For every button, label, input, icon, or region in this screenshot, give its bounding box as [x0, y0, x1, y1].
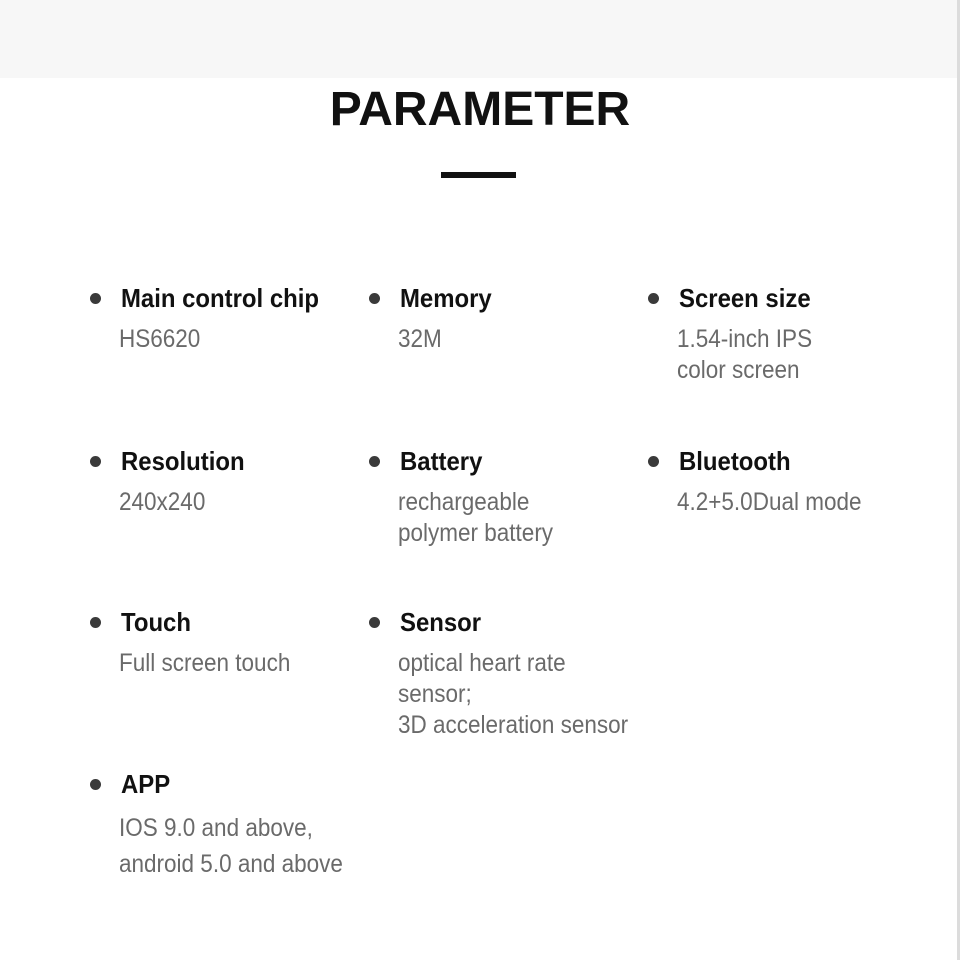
- param-label: Sensor: [400, 607, 482, 637]
- param-value: 240x240: [119, 488, 206, 516]
- param-value: optical heart rate sensor; 3D acceleration sensor: [398, 649, 629, 739]
- top-band: [0, 0, 960, 78]
- param-value: 4.2+5.0Dual mode: [677, 488, 862, 516]
- param-label: Bluetooth: [679, 446, 791, 476]
- param-label: Screen size: [679, 283, 811, 313]
- param-value: 1.54-inch IPS color screen: [677, 325, 813, 384]
- param-label: Memory: [400, 283, 492, 313]
- param-value: IOS 9.0 and above, android 5.0 and above: [119, 814, 343, 878]
- bullet-icon: [90, 293, 101, 304]
- bullet-icon: [90, 456, 101, 467]
- param-value: rechargeable polymer battery: [398, 488, 554, 547]
- page-title: PARAMETER: [329, 83, 631, 136]
- param-value: Full screen touch: [119, 649, 291, 677]
- param-value: 32M: [398, 325, 442, 353]
- bullet-icon: [90, 617, 101, 628]
- bullet-icon: [369, 456, 380, 467]
- bullet-icon: [648, 456, 659, 467]
- param-value: HS6620: [119, 325, 201, 353]
- title-underline: [441, 172, 516, 178]
- bullet-icon: [369, 617, 380, 628]
- bullet-icon: [369, 293, 380, 304]
- param-label: Main control chip: [121, 283, 320, 313]
- param-label: APP: [121, 769, 171, 799]
- bullet-icon: [90, 779, 101, 790]
- param-label: Resolution: [121, 446, 245, 476]
- param-label: Battery: [400, 446, 483, 476]
- bullet-icon: [648, 293, 659, 304]
- param-label: Touch: [121, 607, 191, 637]
